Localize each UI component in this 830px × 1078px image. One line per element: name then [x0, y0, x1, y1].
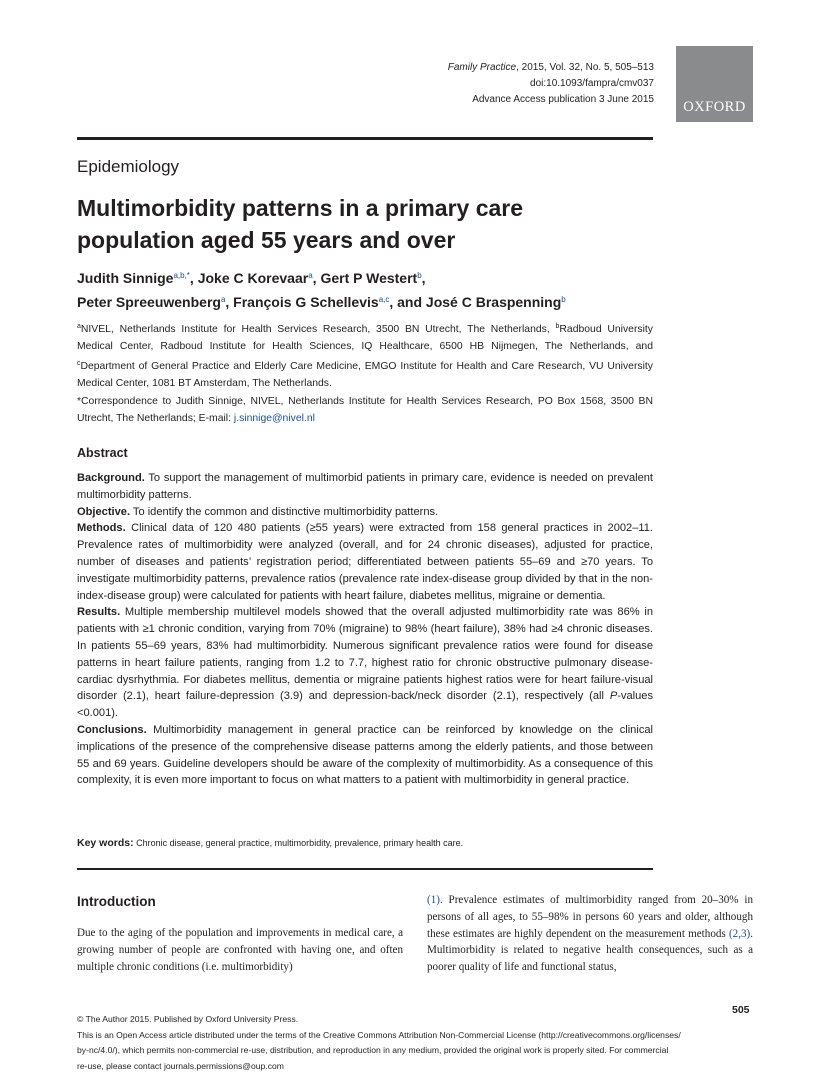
- abstract-label: Results.: [77, 606, 121, 619]
- reference-link[interactable]: (1): [427, 894, 440, 906]
- abstract-conclusions: [77, 722, 653, 789]
- title-line-1: Multimorbidity patterns in a primary care: [77, 195, 524, 221]
- intro-right-column: [427, 892, 753, 976]
- author-name: , François G Schellevis: [225, 294, 379, 310]
- abstract-label: Methods.: [77, 522, 126, 535]
- author-affil-link[interactable]: a,b,*: [173, 271, 190, 280]
- correspondence-text: *Correspondence to Judith Sinnige, NIVEL, Netherlands Institute for Health Services Research, PO Box 1568, 3500 BN Utrecht, The Netherlands; E-mail:: [77, 396, 653, 424]
- affil-text: Radboud University Medical Center, Radboud Institute for Health Sciences, IQ Healthcare, 6500 HB Nijmegen, The Netherlands, and: [77, 324, 653, 352]
- author-affil-link[interactable]: a: [220, 295, 226, 304]
- license-line: This is an Open Access article distributed under the terms of the Creative Commons Attribution Non-Commercial License (http://creativecommons.org/licenses/: [77, 1029, 681, 1040]
- author-affil-link[interactable]: a: [308, 271, 313, 280]
- abstract-body: [77, 470, 653, 789]
- abstract-label: Background.: [77, 472, 145, 484]
- reference-link[interactable]: (2,3): [728, 927, 751, 940]
- author-affil-link[interactable]: a,c: [378, 295, 390, 304]
- intro-left-column: Due to the aging of the population and improvements in medical care, a growing number of people are confronted with having one, and often multiple chronic conditions (i.e. multimorbidity): [77, 927, 403, 973]
- author-line-2: [77, 289, 667, 313]
- affil-marker: b: [555, 323, 560, 330]
- oxford-logo: [676, 46, 753, 122]
- author-affil-link[interactable]: b: [417, 271, 422, 280]
- p-value-symbol: P: [609, 690, 618, 703]
- article-title: [77, 192, 657, 256]
- affil-marker: c: [77, 360, 81, 367]
- header-rule: [77, 137, 653, 140]
- abstract-label: Conclusions.: [77, 723, 147, 736]
- author-name: , Gert P Westert: [312, 270, 418, 286]
- journal-volume: , 2015, Vol. 32, No. 5, 505–513: [516, 62, 654, 73]
- abstract-text: -values <0.001).: [77, 690, 653, 720]
- abstract-text: Multimorbidity management in general practice can be reinforced by knowledge on the clinical implications of the presence of the comprehensive disease patterns among the elderly patients, and those between 55 and 69 years. Guideline developers should be aware of the complexity of multimorbidity. As a consequence of this complexity, it is even more important to focus on what matters to a patient with multimorbidity in general practice.: [77, 723, 653, 787]
- abstract-label: Objective.: [77, 505, 131, 518]
- page-number: 505: [732, 1004, 750, 1016]
- journal-doi: doi:10.1093/fampra/cmv037: [530, 78, 654, 89]
- oxford-logo-text: OXFORD: [683, 99, 746, 115]
- abstract-text: To support the management of multimorbid patients in primary care, evidence is needed on prevalent multimorbidity patterns.: [77, 472, 653, 501]
- abstract-heading: Abstract: [77, 446, 128, 460]
- section-label: Epidemiology: [77, 157, 180, 176]
- footer-license: [77, 1012, 707, 1074]
- keywords-label: Key words:: [77, 837, 134, 849]
- author-name: , Joke C Korevaar: [189, 270, 309, 286]
- author-name: , and José C Braspenning: [389, 294, 562, 310]
- intro-text: . Multimorbidity is related to negative health consequences, such as a poorer quality of life and functional status,: [427, 927, 753, 974]
- keywords-text: Chronic disease, general practice, multimorbidity, prevalence, primary health care.: [133, 838, 464, 848]
- email-link[interactable]: j.sinnige@nivel.nl: [233, 413, 315, 424]
- abstract-rule: [77, 868, 653, 870]
- advance-access: Advance Access publication 3 June 2015: [472, 94, 654, 105]
- intro-text: . Prevalence estimates of multimorbidity ranged from 20–30% in persons of all ages, to 55–98% in persons 60 years and older, although these estimates are highly dependent on the measurement methods: [427, 894, 753, 940]
- abstract-objective: [77, 504, 653, 521]
- keywords: [77, 837, 677, 849]
- title-line-2: population aged 55 years and over: [77, 227, 456, 253]
- abstract-results: [77, 604, 653, 722]
- author-affil-link[interactable]: b: [561, 295, 566, 304]
- author-name: Judith Sinnige: [77, 270, 174, 286]
- abstract-text: Multiple membership multilevel models showed that the overall adjusted multimorbidity rate was 86% in patients with ≥1 chronic condition, varying from 70% (migraine) to 98% (heart failure), 38% had ≥4 chronic diseases. In patients 55–69 years, 83% had multimorbidity. Numerous significant prevalence ratios were found for disease patterns in heart failure patients, ranging from 1.2 to 7.7, highest ratio for chronic obstructive pulmonary disease-cardiac dysrhythmia. For diabetes mellitus, dementia or migraine patients highest ratios were for heart failure-visual disorder (2.1), heart failure-depression (3.9) and depression-back/neck disorder (2.1), respectively (all: [77, 606, 653, 703]
- journal-name: Family Practice: [447, 62, 517, 73]
- author-separator: ,: [421, 270, 426, 286]
- affil-marker: a: [77, 323, 81, 330]
- license-line: by-nc/4.0/), which permits non-commercial re-use, distribution, and reproduction in any medium, provided the original work is properly sited. For commercial: [77, 1045, 669, 1055]
- author-list: [77, 265, 667, 313]
- copyright-line: © The Author 2015. Published by Oxford University Press.: [77, 1014, 299, 1024]
- author-name: Peter Spreeuwenberg: [77, 294, 221, 310]
- journal-citation: [448, 60, 654, 76]
- license-line: re-use, please contact journals.permissions@oup.com: [77, 1060, 284, 1071]
- abstract-background: [77, 470, 653, 504]
- author-line-1: [77, 265, 667, 289]
- introduction-heading: Introduction: [77, 894, 156, 909]
- abstract-text: To identify the common and distinctive multimorbidity patterns.: [130, 505, 439, 518]
- abstract-methods: [77, 520, 653, 604]
- correspondence: [77, 393, 653, 427]
- abstract-text: Clinical data of 120 480 patients (≥55 years) were extracted from 158 general practices in 2002–11. Prevalence rates of multimorbidity were analyzed (overall, and for 24 chronic diseases), adjusted for practice, number of diseases and patients’ registration period; differentiated between patients 55–69 and ≥70 years. To investigate multimorbidity patterns, prevalence ratios (prevalence rate index-disease group divided by that in the non-index-disease group) were calculated for patients with heart failure, diabetes mellitus, migraine or dementia.: [77, 522, 653, 602]
- affil-text: Department of General Practice and Elderly Care Medicine, EMGO Institute for Health and Care Research, VU University Medical Center, 1081 BT Amsterdam, The Netherlands.: [77, 361, 653, 389]
- affil-text: NIVEL, Netherlands Institute for Health Services Research, 3500 BN Utrecht, The Netherlands,: [80, 324, 556, 335]
- affiliations: [77, 318, 653, 392]
